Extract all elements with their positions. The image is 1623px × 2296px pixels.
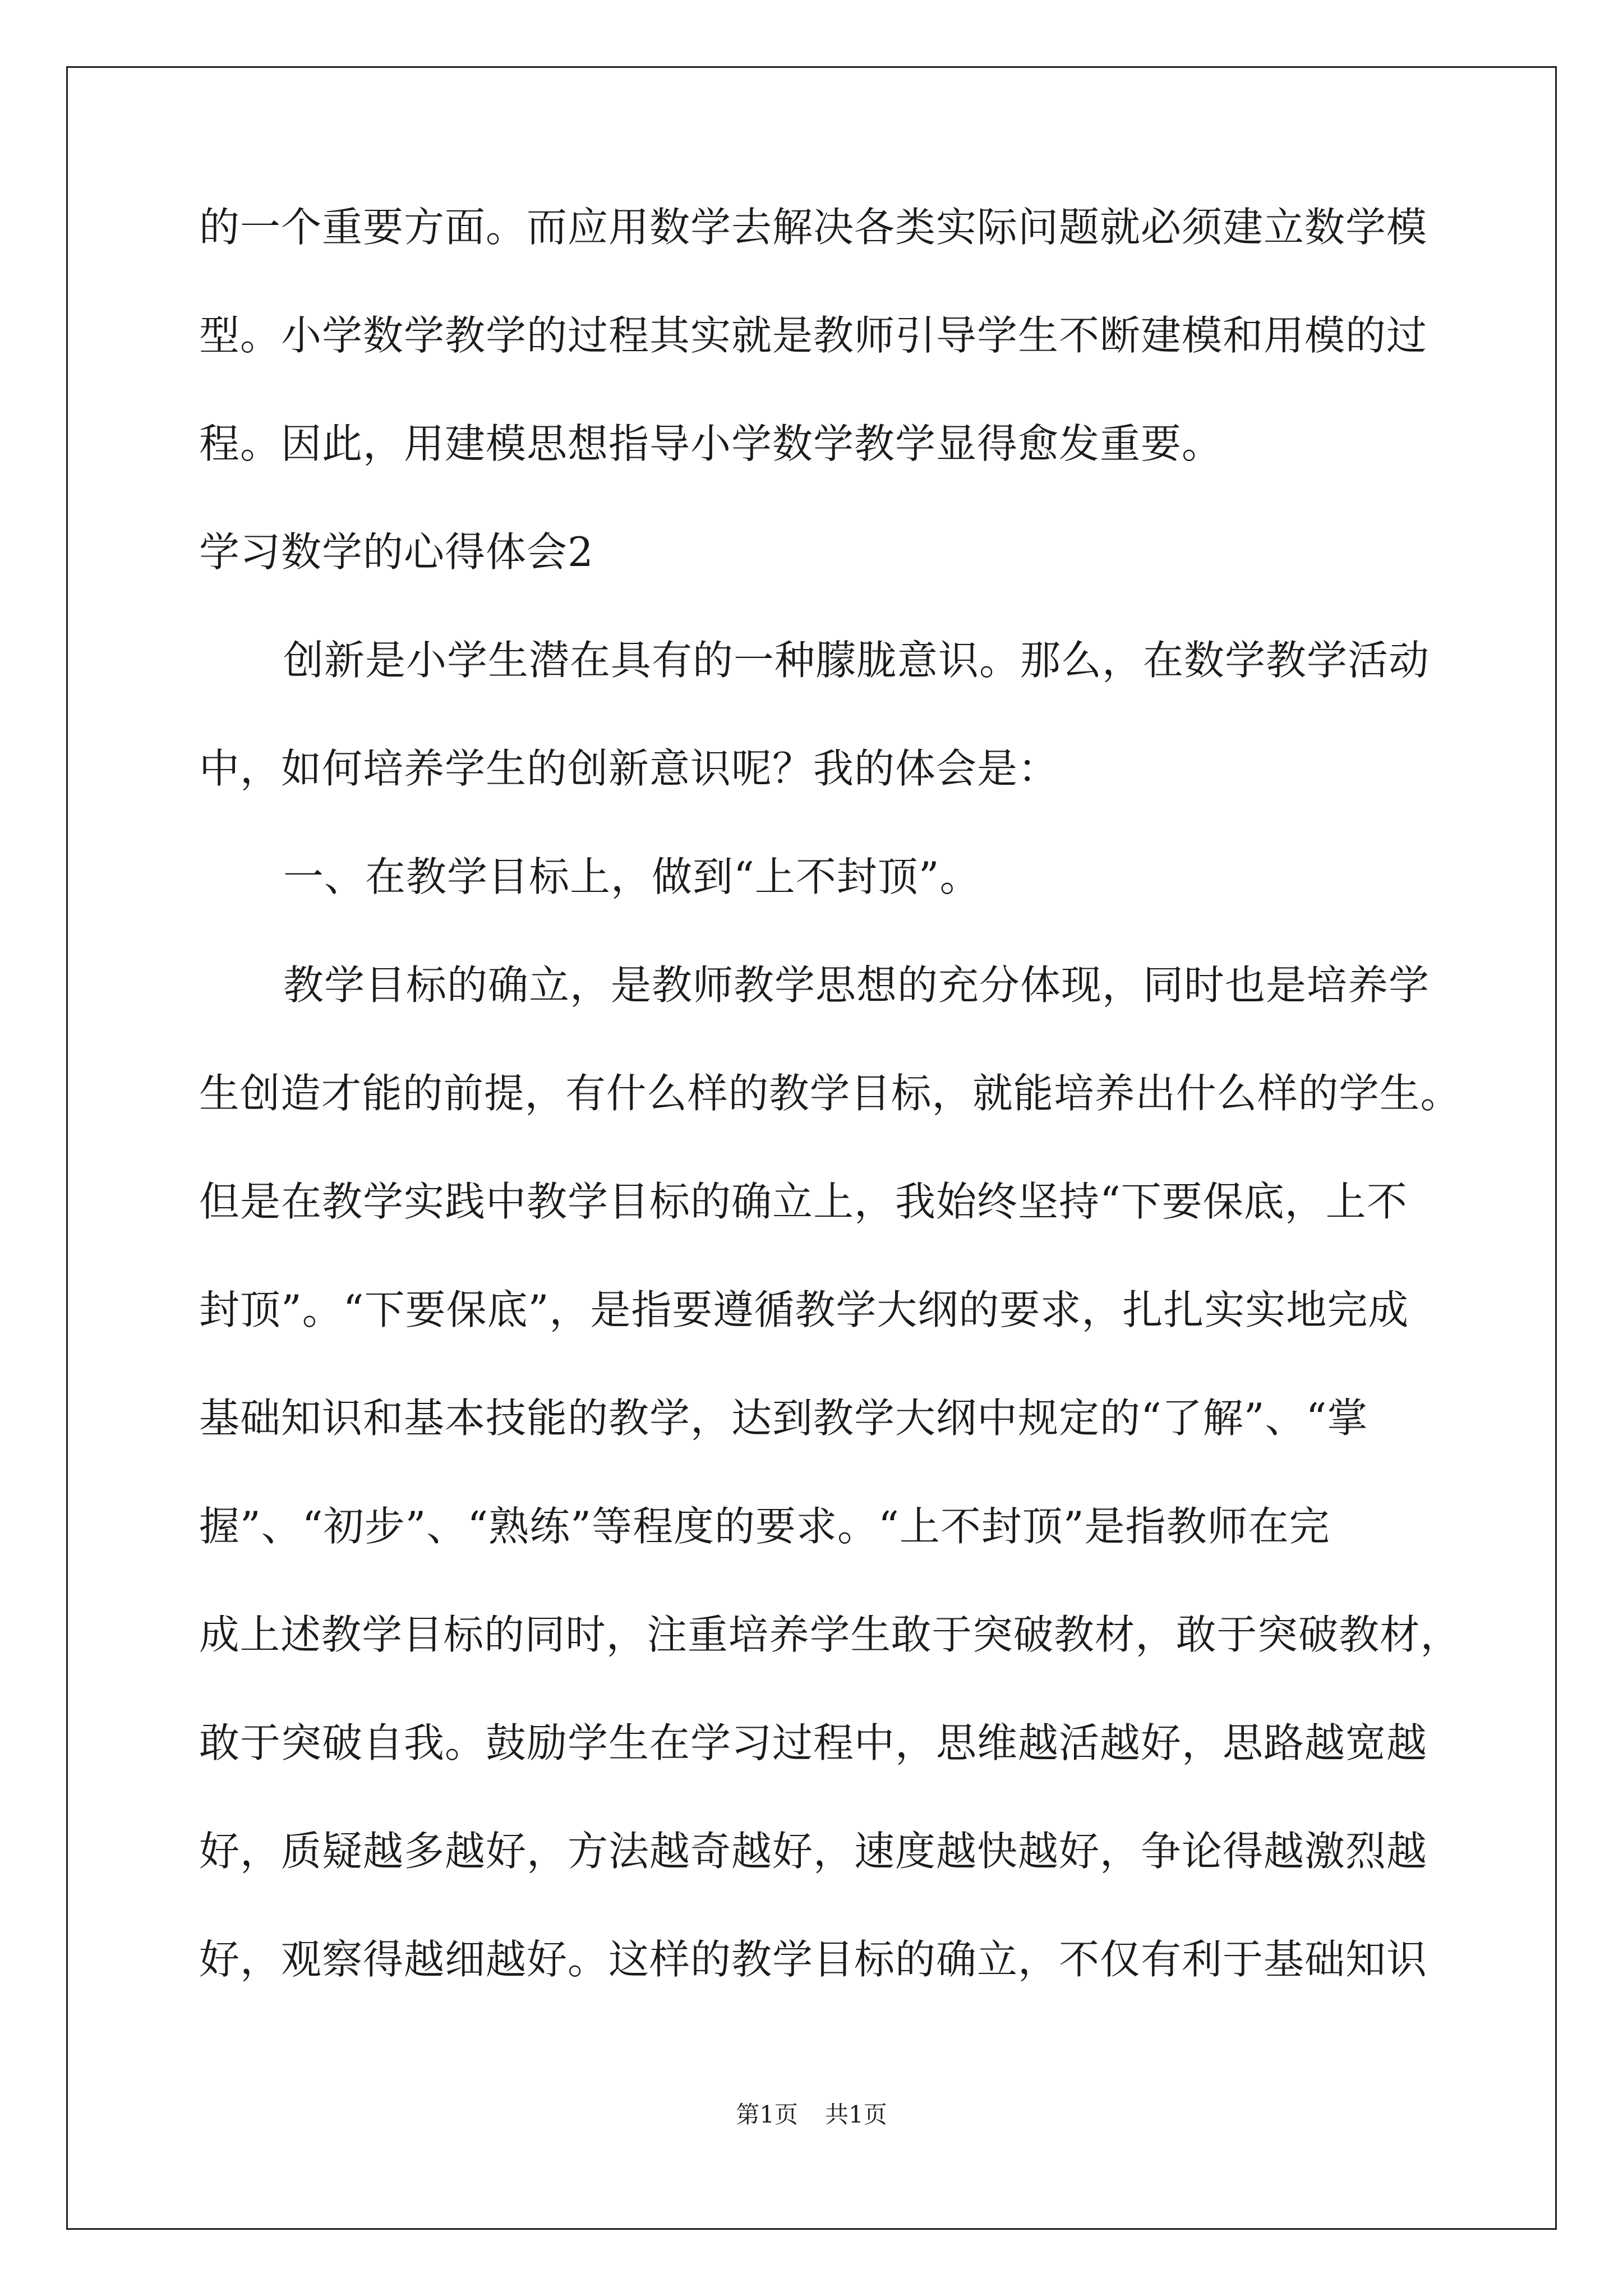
text-line: 但是在教学实践中教学目标的确立上，我始终坚持“下要保底，上不 [199,1178,1408,1225]
text-line: 型。小学数学教学的过程其实就是教师引导学生不断建模和用模的过 [199,312,1428,359]
text-line: 程。因此，用建模思想指导小学数学教学显得愈发重要。 [199,420,1223,467]
text-line: 教学目标的确立，是教师教学思想的充分体现，同时也是培养学 [283,961,1430,1009]
text-line: 基础知识和基本技能的教学，达到教学大纲中规定的“了解”、“掌 [199,1395,1368,1442]
text-line: 好，质疑越多越好，方法越奇越好，速度越快越好，争论得越激烈越 [199,1828,1428,1875]
text-line: 敢于突破自我。鼓励学生在学习过程中，思维越活越好，思路越宽越 [199,1719,1428,1766]
text-line: 生创造才能的前提，有什么样的教学目标，就能培养出什么样的学生。 [199,1070,1461,1117]
subheading: 一、在教学目标上，做到“上不封顶”。 [283,853,981,900]
text-line: 握”、“初步”、“熟练”等程度的要求。“上不封顶”是指教师在完 [199,1503,1330,1550]
text-line: 的一个重要方面。而应用数学去解决各类实际问题就必须建立数学模 [199,204,1428,251]
page-border [66,66,1557,2230]
page-number: 第1页 [736,2101,798,2128]
text-line: 中，如何培养学生的创新意识呢？我的体会是： [199,745,1059,792]
section-heading: 学习数学的心得体会2 [199,528,594,576]
text-line: 创新是小学生潜在具有的一种朦胧意识。那么，在数学教学活动 [283,637,1430,684]
page-total: 共1页 [825,2101,887,2128]
text-line: 封顶”。“下要保底”，是指要遵循教学大纲的要求，扎扎实实地完成 [199,1286,1409,1333]
page-footer [0,2098,1623,2132]
text-line: 好，观察得越细越好。这样的教学目标的确立，不仅有利于基础知识 [199,1936,1428,1983]
text-line: 成上述教学目标的同时，注重培养学生敢于突破教材，敢于突破教材， [199,1611,1461,1658]
